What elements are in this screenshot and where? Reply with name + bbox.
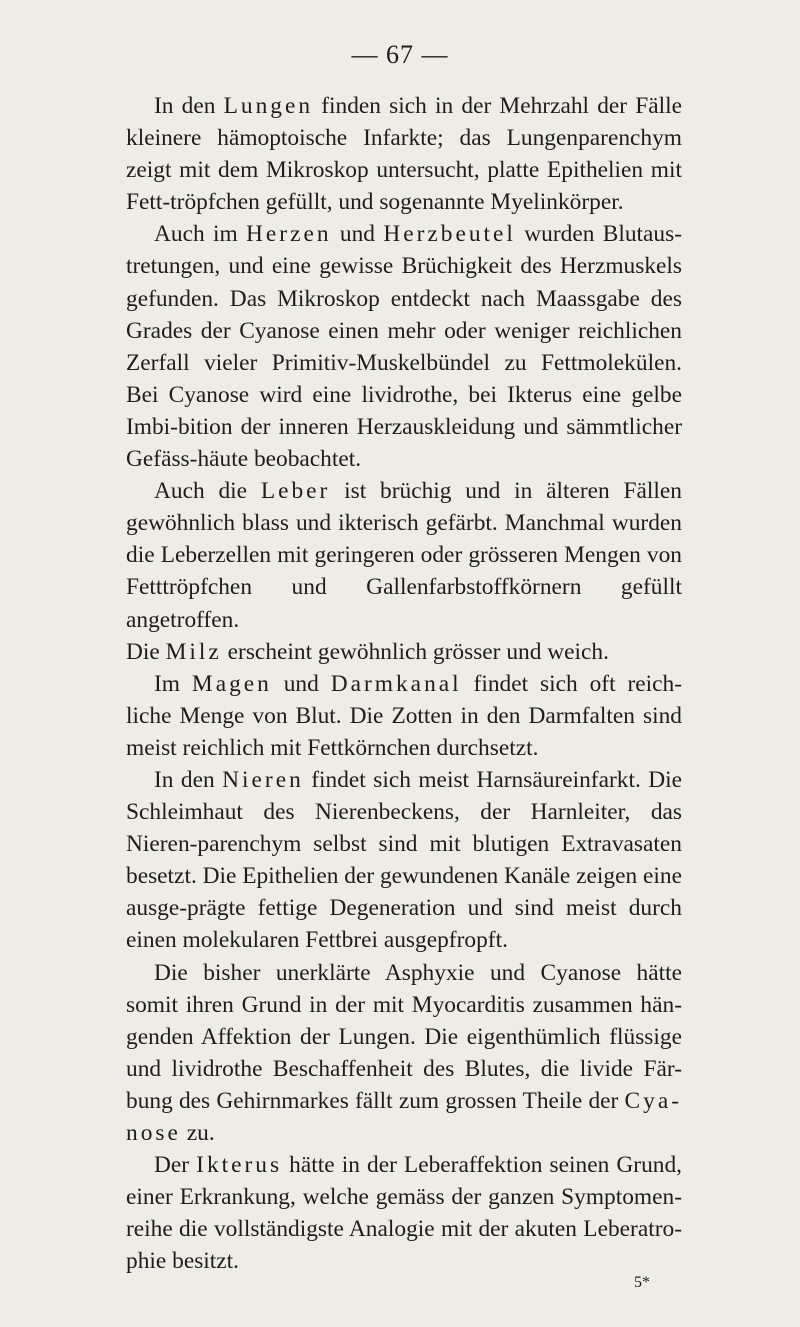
body-text bbox=[126, 90, 682, 1277]
paragraph bbox=[126, 475, 682, 635]
paragraph bbox=[126, 90, 682, 218]
paragraph bbox=[126, 668, 682, 764]
emphasized-term: Leber bbox=[260, 478, 331, 505]
signature-mark: 5* bbox=[634, 1274, 650, 1291]
text-run: ist brüchig und in älteren Fällen gewöhnlich blass und ikterisch gefärbt. Manchmal wurden die Leberzellen mit geringeren oder grösseren Mengen von Fetttröpfchen und Gallenfarbstoffkörnern gefüllt angetroffen. bbox=[126, 478, 682, 633]
emphasized-term: Lungen bbox=[223, 93, 314, 119]
emphasized-term: Herzbeutel bbox=[383, 221, 516, 248]
text-run: Der bbox=[154, 1152, 197, 1179]
text-run: findet sich meist Harnsäureinfarkt. Die Schleimhaut des Nierenbeckens, der Harnleiter, das Nieren-parenchym selbst sind mit blutigen Extravasaten besetzt. Die Epithelien der gewundenen Kanäle zeigen eine ausge-prägte fettige Degeneration und sind meist durch einen molekularen Fettbrei ausgepfropft. bbox=[126, 766, 683, 954]
paragraph bbox=[126, 636, 682, 668]
text-run: und bbox=[271, 670, 331, 697]
emphasized-term: Magen bbox=[191, 670, 272, 697]
emphasized-term: Darmkanal bbox=[330, 670, 462, 697]
text-run: Im bbox=[154, 670, 192, 697]
text-run: Die bisher unerklärte Asphyxie und Cyanose hätte somit ihren Grund in der mit Myocarditis zusammen hän-genden Affektion der Lungen. Die eigenthümlich flüssige und lividrothe Beschaffenheit des Blutes, die livide Fär-bung des Gehirnmarkes fällt zum grossen Theile der bbox=[126, 959, 682, 1114]
text-run: wurden Blutaus-tretungen, und eine gewisse Brüchigkeit des Herzmuskels gefunden. Das Mikroskop entdeckt nach Maassgabe des Grades der Cyanose einen mehr oder weniger reichlichen Zerfall vieler Primitiv-Muskelbündel zu Fettmolekülen. Bei Cyanose wird eine lividrothe, bei Ikterus eine gelbe Imbi-bition der inneren Herzauskleidung und sämmtlicher Gefäss-häute beobachtet. bbox=[126, 221, 682, 473]
text-run: finden sich in der Mehrzahl der Fälle kleinere hämoptoische Infarkte; das Lungenparenchym zeigt mit dem Mikroskop untersucht, platte Epithelien mit Fett-tröpfchen gefüllt, und sogenannte Myelinkörper. bbox=[126, 93, 683, 216]
paragraph bbox=[126, 1149, 682, 1277]
emphasized-term: Herzen bbox=[246, 221, 332, 248]
text-run: Die bbox=[126, 638, 166, 665]
page-number: — 67 — bbox=[351, 40, 449, 69]
text-run: und bbox=[331, 221, 384, 248]
text-run: erscheint gewöhnlich grösser und weich. bbox=[221, 638, 609, 665]
text-run: zu. bbox=[180, 1120, 215, 1146]
paragraph bbox=[126, 218, 682, 475]
paragraph bbox=[126, 957, 682, 1150]
paragraph bbox=[126, 764, 682, 957]
text-run: In den bbox=[154, 766, 223, 793]
emphasized-term: Nieren bbox=[222, 766, 304, 793]
emphasized-term: Ikterus bbox=[196, 1152, 283, 1179]
text-run: findet sich oft reich-liche Menge von Blut. Die Zotten in den Darmfalten sind meist reichlich mit Fettkörnchen durchsetzt. bbox=[126, 670, 683, 761]
text-run: Auch im bbox=[154, 221, 247, 248]
emphasized-term: Cya-nose bbox=[126, 1087, 682, 1146]
emphasized-term: Milz bbox=[165, 638, 222, 665]
text-run: hätte in der Leberaffektion seinen Grund, einer Erkrankung, welche gemäss der ganzen Symptomen-reihe die vollständigste Analogie mit der akuten Leberatro-phie besitzt. bbox=[126, 1152, 683, 1275]
text-run: In den bbox=[154, 93, 224, 119]
text-run: Auch die bbox=[154, 478, 261, 505]
